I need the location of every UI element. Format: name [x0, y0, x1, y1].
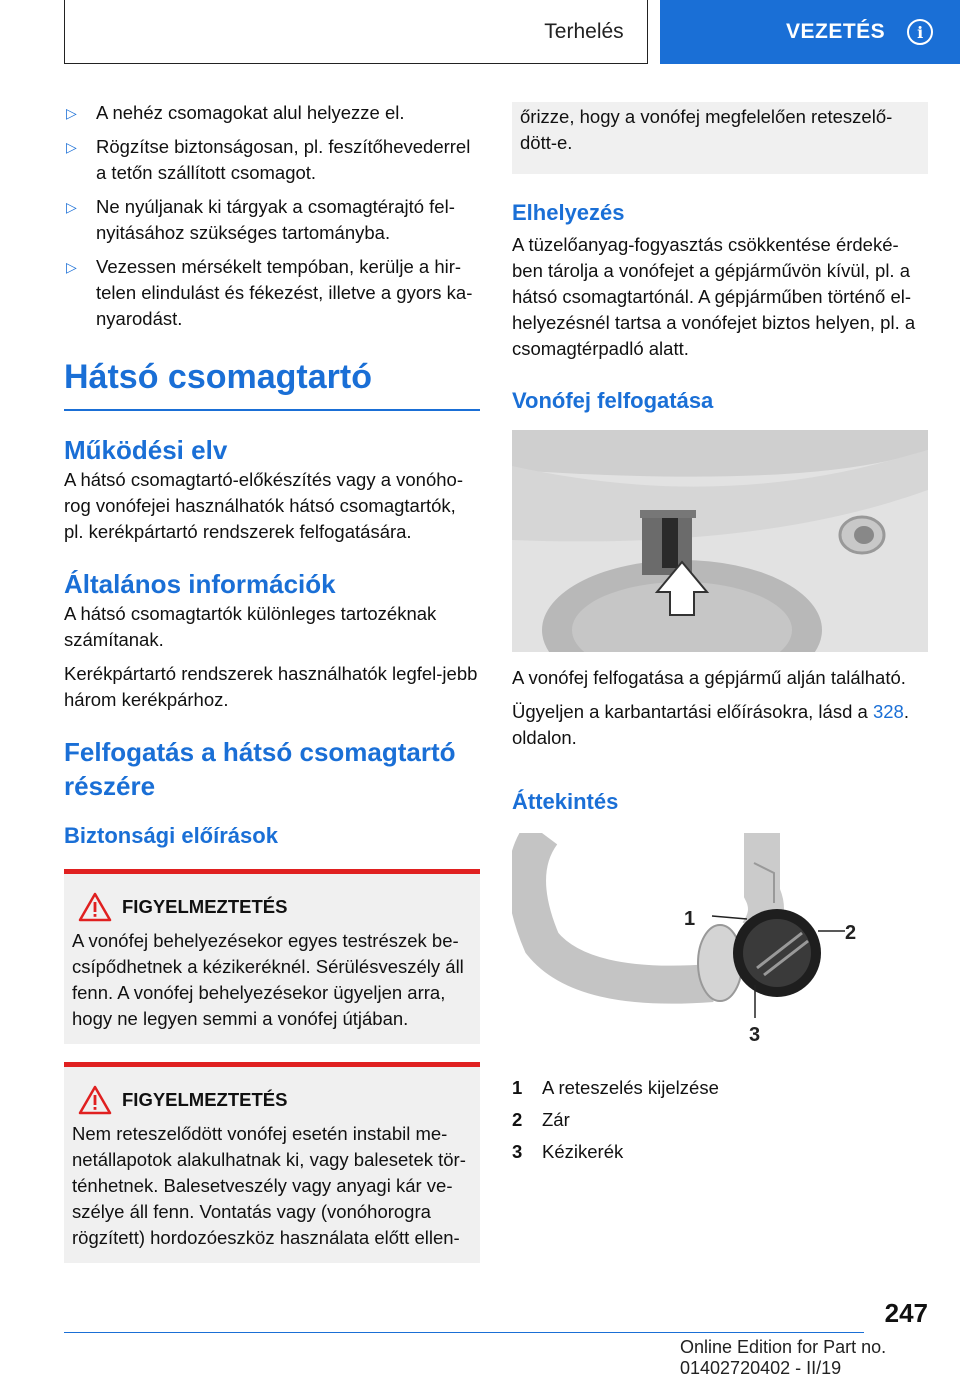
section-title: VEZETÉS: [786, 20, 886, 43]
list-item: 1 A reteszelés kijelzése: [512, 1077, 719, 1098]
triangle-bullet-icon: ▷: [66, 105, 77, 121]
paragraph-general-1: A hátsó csomagtartók különleges tartozéknak számítanak.: [64, 603, 437, 650]
warning-box: [64, 1062, 480, 1263]
tow-head-diagram: [512, 833, 872, 1053]
section-bar[interactable]: [660, 0, 960, 64]
warning-icon: [78, 1085, 112, 1115]
page-link[interactable]: 328: [872, 701, 904, 722]
right-column: [512, 102, 928, 1168]
callout-2: 2: [845, 922, 857, 944]
list-item: ▷ Rögzítse biztonságosan, pl. feszítőhevederrel a tetőn szállított csomagot.: [64, 134, 480, 186]
tow-mount-photo: [512, 430, 928, 652]
triangle-bullet-icon: ▷: [66, 139, 77, 155]
legend: [512, 1072, 928, 1168]
triangle-bullet-icon: ▷: [66, 199, 77, 215]
footer-divider: [64, 1332, 864, 1333]
paragraph-maintenance: Ügyeljen a karbantartási előírásokra, lásd a 328. oldalon.: [512, 701, 909, 748]
callout-3: 3: [749, 1024, 761, 1046]
triangle-bullet-icon: ▷: [66, 259, 77, 275]
warning-continuation: őrizze, hogy a vonófej megfelelően reteszelő-dött-e.: [512, 102, 928, 174]
warning-icon: [78, 892, 112, 922]
list-item: ▷ Ne nyúljanak ki tárgyak a csomagtérajtó fel-nyitásához szükséges tartományba.: [64, 194, 480, 246]
heading-mount: Felfogatás a hátsó csomagtartó részére: [64, 737, 456, 801]
paragraph-mount-location: A vonófej felfogatása a gépjármű alján található.: [512, 667, 906, 688]
warning-box: [64, 869, 480, 1044]
info-icon[interactable]: i: [907, 19, 933, 45]
page-number: 247: [884, 1298, 928, 1328]
warning-text: A vonófej behelyezésekor egyes testrészek be-csípődhetnek a kézikeréknél. Sérülésveszély áll fenn. A vonófej behelyezésekor ügyeljen arra, hogy ne legyen semmi a vonófej útjában.: [72, 930, 464, 1029]
list-item: ▷ A nehéz csomagokat alul helyezze el.: [64, 100, 480, 126]
tab-terheles[interactable]: Terhelés: [544, 20, 624, 43]
heading-safety: Biztonsági előírások: [64, 823, 278, 848]
chapter-heading: Hátsó csomagtartó: [64, 358, 480, 411]
left-column: [64, 100, 480, 1263]
heading-mount-point: Vonófej felfogatása: [512, 388, 714, 413]
heading-overview: Áttekintés: [512, 789, 619, 814]
paragraph-principle: A hátsó csomagtartó-előkészítés vagy a vonóho-rog vonófejei használhatók hátsó csomagtartók, pl. kerékpártartó rendszerek felfogatására.: [64, 469, 463, 542]
paragraph-placement: A tüzelőanyag-fogyasztás csökkentése érdeké-ben tárolja a vonófejet a gépjárművön kívül, pl. a hátsó csomagtartónál. A gépjárműben történő el-helyezésnél tartsa a vonófejet biztos helyen, pl. a csomagtérpadló alatt.: [512, 234, 916, 359]
paragraph-general-2: Kerékpártartó rendszerek használhatók legfel-jebb három kerékpárhoz.: [64, 663, 478, 710]
edition-text: Online Edition for Part no. 01402720402 - II/19: [680, 1337, 887, 1378]
warning-title: FIGYELMEZTETÉS: [122, 896, 288, 917]
callout-1: 1: [684, 908, 696, 930]
warning-title: FIGYELMEZTETÉS: [122, 1089, 288, 1110]
list-item: ▷ Vezessen mérsékelt tempóban, kerülje a hir-telen elindulást és fékezést, illetve a gyors ka-nyarodást.: [64, 254, 480, 332]
heading-placement: Elhelyezés: [512, 200, 625, 225]
list-item: 2 Zár: [512, 1109, 570, 1130]
heading-principle: Működési elv: [64, 435, 228, 465]
warning-text: Nem reteszelődött vonófej esetén instabil me-netállapotok alakulhatnak ki, vagy balesetek tör-ténhetnek. Balesetveszély vagy anyagi kár ve-szélye áll fenn. Vontatás vagy (vonóhorogra rögzített) hordozóeszköz használata előtt ellen-: [72, 1123, 466, 1248]
heading-general: Általános információk: [64, 569, 336, 599]
list-item: 3 Kézikerék: [512, 1141, 624, 1162]
